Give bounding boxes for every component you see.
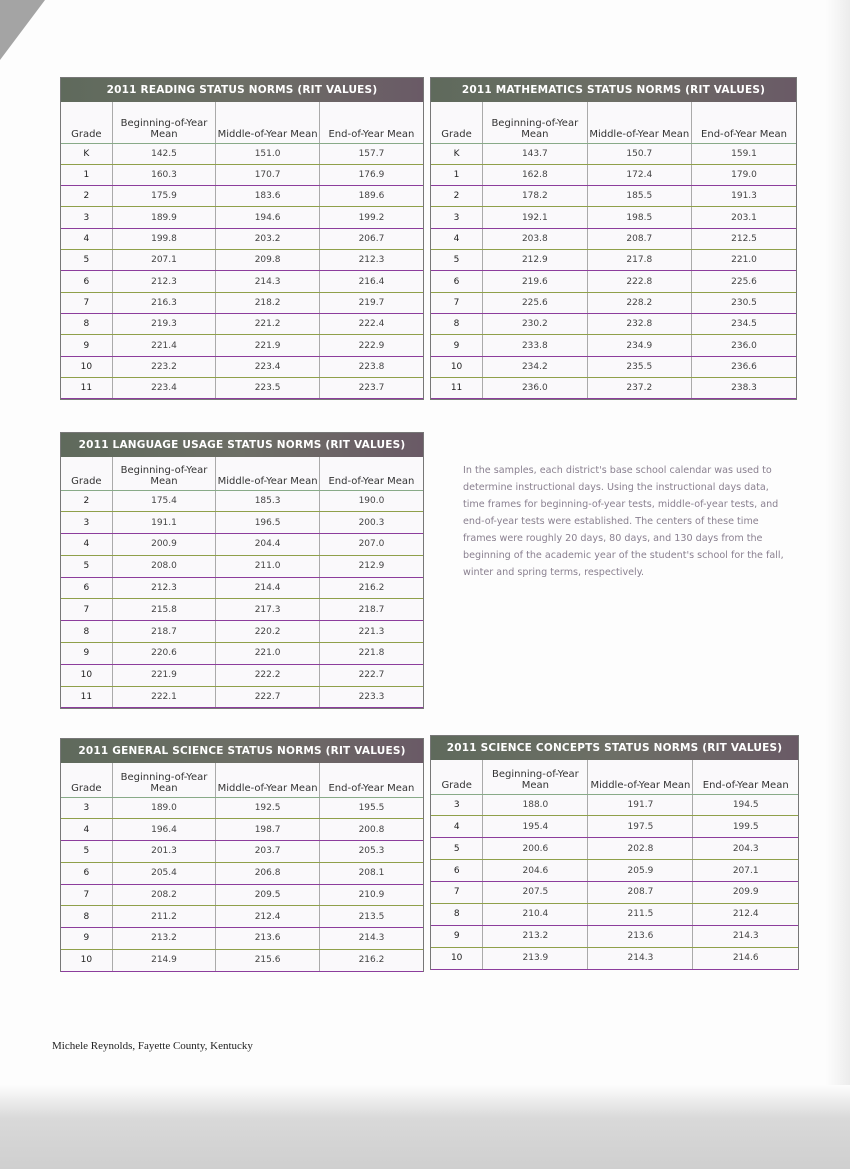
grade-cell: 3 bbox=[431, 207, 483, 228]
mean-cell: 197.5 bbox=[588, 816, 693, 838]
table-row bbox=[61, 143, 423, 164]
table-row bbox=[61, 314, 423, 335]
norms-grid bbox=[61, 102, 423, 399]
mean-cell: 215.6 bbox=[216, 949, 320, 971]
mean-cell: 233.8 bbox=[483, 335, 587, 356]
scan-bottom-shade bbox=[0, 1085, 850, 1169]
mean-cell: 222.2 bbox=[216, 664, 320, 686]
grade-cell: 8 bbox=[61, 906, 112, 928]
table-row bbox=[431, 207, 796, 228]
mean-cell: 223.5 bbox=[216, 378, 320, 399]
mean-cell: 223.2 bbox=[112, 356, 216, 377]
mean-cell: 236.0 bbox=[483, 378, 587, 399]
mean-cell: 189.6 bbox=[319, 186, 423, 207]
mean-cell: 209.8 bbox=[216, 250, 320, 271]
mean-cell: 205.9 bbox=[588, 860, 693, 882]
mean-cell: 214.9 bbox=[112, 949, 216, 971]
grade-cell: 6 bbox=[431, 860, 483, 882]
mean-cell: 194.6 bbox=[216, 207, 320, 228]
table-row bbox=[61, 207, 423, 228]
grade-cell: 1 bbox=[61, 164, 112, 185]
mean-cell: 213.6 bbox=[588, 925, 693, 947]
mean-cell: 207.5 bbox=[483, 882, 588, 904]
norms-grid bbox=[431, 102, 796, 399]
table-row bbox=[61, 928, 423, 950]
mean-cell: 220.6 bbox=[112, 643, 216, 665]
mean-cell: 213.9 bbox=[483, 947, 588, 969]
grade-cell: 8 bbox=[431, 314, 483, 335]
mean-cell: 223.8 bbox=[319, 356, 423, 377]
grade-cell: 3 bbox=[61, 512, 112, 534]
grade-cell: 9 bbox=[61, 643, 112, 665]
table-title: 2011 MATHEMATICS STATUS NORMS (RIT VALUES) bbox=[431, 78, 796, 102]
mean-cell: 176.9 bbox=[319, 164, 423, 185]
mean-cell: 200.9 bbox=[112, 534, 216, 556]
column-header: Middle-of-Year Mean bbox=[587, 102, 691, 143]
table-row bbox=[431, 250, 796, 271]
table-row bbox=[431, 838, 798, 860]
mean-cell: 206.8 bbox=[216, 862, 320, 884]
grade-cell: 4 bbox=[61, 819, 112, 841]
mean-cell: 221.8 bbox=[319, 643, 423, 665]
mean-cell: 157.7 bbox=[319, 143, 423, 164]
grade-cell: 3 bbox=[61, 207, 112, 228]
table-row bbox=[61, 250, 423, 271]
mean-cell: 198.5 bbox=[587, 207, 691, 228]
mean-cell: 212.9 bbox=[319, 555, 423, 577]
table-row bbox=[431, 794, 798, 816]
grade-cell: 4 bbox=[431, 816, 483, 838]
mean-cell: 225.6 bbox=[483, 292, 587, 313]
mean-cell: 225.6 bbox=[692, 271, 796, 292]
grade-cell: 2 bbox=[61, 186, 112, 207]
mean-cell: 198.7 bbox=[216, 819, 320, 841]
table-row bbox=[431, 882, 798, 904]
mean-cell: 196.4 bbox=[112, 819, 216, 841]
table-row bbox=[61, 335, 423, 356]
grade-cell: 5 bbox=[61, 841, 112, 863]
mean-cell: 211.5 bbox=[588, 903, 693, 925]
mean-cell: 192.5 bbox=[216, 797, 320, 819]
mean-cell: 191.7 bbox=[588, 794, 693, 816]
mean-cell: 199.8 bbox=[112, 228, 216, 249]
column-header: End-of-Year Mean bbox=[692, 102, 796, 143]
mean-cell: 208.2 bbox=[112, 884, 216, 906]
mean-cell: 172.4 bbox=[587, 164, 691, 185]
mean-cell: 209.5 bbox=[216, 884, 320, 906]
mean-cell: 216.3 bbox=[112, 292, 216, 313]
mean-cell: 236.0 bbox=[692, 335, 796, 356]
column-header: Middle-of-Year Mean bbox=[216, 102, 320, 143]
mean-cell: 188.0 bbox=[483, 794, 588, 816]
mean-cell: 212.4 bbox=[693, 903, 798, 925]
science-concepts-norms-table bbox=[430, 735, 799, 970]
mean-cell: 213.2 bbox=[112, 928, 216, 950]
grade-cell: 11 bbox=[431, 378, 483, 399]
mean-cell: 215.8 bbox=[112, 599, 216, 621]
table-row bbox=[61, 555, 423, 577]
mean-cell: 207.1 bbox=[112, 250, 216, 271]
mean-cell: 191.3 bbox=[692, 186, 796, 207]
mean-cell: 221.2 bbox=[216, 314, 320, 335]
mean-cell: 205.4 bbox=[112, 862, 216, 884]
table-row bbox=[61, 686, 423, 708]
table-row bbox=[61, 577, 423, 599]
table-row bbox=[61, 490, 423, 512]
table-row bbox=[431, 292, 796, 313]
mean-cell: 191.1 bbox=[112, 512, 216, 534]
mean-cell: 203.7 bbox=[216, 841, 320, 863]
table-row bbox=[431, 816, 798, 838]
mean-cell: 212.3 bbox=[112, 271, 216, 292]
mean-cell: 195.5 bbox=[319, 797, 423, 819]
grade-cell: 11 bbox=[61, 378, 112, 399]
table-row bbox=[61, 841, 423, 863]
mean-cell: 179.0 bbox=[692, 164, 796, 185]
table-row bbox=[61, 292, 423, 313]
mean-cell: 234.9 bbox=[587, 335, 691, 356]
mean-cell: 162.8 bbox=[483, 164, 587, 185]
column-header: End-of-Year Mean bbox=[693, 760, 798, 794]
grade-cell: 10 bbox=[431, 356, 483, 377]
grade-cell: 3 bbox=[431, 794, 483, 816]
table-row bbox=[61, 884, 423, 906]
mean-cell: 221.4 bbox=[112, 335, 216, 356]
mean-cell: 222.7 bbox=[216, 686, 320, 708]
table-row bbox=[61, 356, 423, 377]
table-row bbox=[431, 164, 796, 185]
mean-cell: 213.2 bbox=[483, 925, 588, 947]
mean-cell: 199.5 bbox=[693, 816, 798, 838]
table-row bbox=[431, 378, 796, 399]
mean-cell: 159.1 bbox=[692, 143, 796, 164]
mean-cell: 183.6 bbox=[216, 186, 320, 207]
table-title: 2011 LANGUAGE USAGE STATUS NORMS (RIT VALUES) bbox=[61, 433, 423, 457]
mean-cell: 204.4 bbox=[216, 534, 320, 556]
mean-cell: 221.9 bbox=[112, 664, 216, 686]
mean-cell: 214.3 bbox=[319, 928, 423, 950]
mean-cell: 189.0 bbox=[112, 797, 216, 819]
mean-cell: 220.2 bbox=[216, 621, 320, 643]
mean-cell: 221.0 bbox=[692, 250, 796, 271]
grade-cell: 6 bbox=[61, 577, 112, 599]
mean-cell: 151.0 bbox=[216, 143, 320, 164]
mean-cell: 208.7 bbox=[588, 882, 693, 904]
mean-cell: 221.0 bbox=[216, 643, 320, 665]
grade-cell: 9 bbox=[431, 335, 483, 356]
grade-cell: K bbox=[431, 143, 483, 164]
norms-grid bbox=[61, 763, 423, 972]
grade-cell: 10 bbox=[61, 949, 112, 971]
grade-cell: 10 bbox=[61, 664, 112, 686]
mean-cell: 211.2 bbox=[112, 906, 216, 928]
mean-cell: 203.1 bbox=[692, 207, 796, 228]
mean-cell: 213.6 bbox=[216, 928, 320, 950]
mean-cell: 212.4 bbox=[216, 906, 320, 928]
mean-cell: 208.1 bbox=[319, 862, 423, 884]
mean-cell: 170.7 bbox=[216, 164, 320, 185]
mean-cell: 228.2 bbox=[587, 292, 691, 313]
mean-cell: 208.7 bbox=[587, 228, 691, 249]
mean-cell: 200.6 bbox=[483, 838, 588, 860]
table-row bbox=[431, 356, 796, 377]
mean-cell: 199.2 bbox=[319, 207, 423, 228]
mean-cell: 221.3 bbox=[319, 621, 423, 643]
table-title: 2011 READING STATUS NORMS (RIT VALUES) bbox=[61, 78, 423, 102]
grade-cell: 9 bbox=[431, 925, 483, 947]
mean-cell: 189.9 bbox=[112, 207, 216, 228]
grade-cell: 6 bbox=[61, 271, 112, 292]
mean-cell: 230.2 bbox=[483, 314, 587, 335]
mean-cell: 200.3 bbox=[319, 512, 423, 534]
column-header: End-of-Year Mean bbox=[319, 457, 423, 490]
mean-cell: 217.3 bbox=[216, 599, 320, 621]
table-title: 2011 SCIENCE CONCEPTS STATUS NORMS (RIT VALUES) bbox=[431, 736, 798, 760]
grade-cell: 7 bbox=[61, 292, 112, 313]
mean-cell: 185.5 bbox=[587, 186, 691, 207]
mean-cell: 205.3 bbox=[319, 841, 423, 863]
grade-cell: 7 bbox=[61, 599, 112, 621]
table-row bbox=[431, 314, 796, 335]
grade-cell: 6 bbox=[61, 862, 112, 884]
mean-cell: 200.8 bbox=[319, 819, 423, 841]
mean-cell: 194.5 bbox=[693, 794, 798, 816]
column-header: Grade bbox=[61, 457, 112, 490]
grade-cell: 5 bbox=[431, 250, 483, 271]
mean-cell: 223.4 bbox=[216, 356, 320, 377]
mean-cell: 214.4 bbox=[216, 577, 320, 599]
grade-cell: K bbox=[61, 143, 112, 164]
mean-cell: 175.9 bbox=[112, 186, 216, 207]
mean-cell: 216.2 bbox=[319, 577, 423, 599]
table-row bbox=[61, 949, 423, 971]
grade-cell: 4 bbox=[61, 534, 112, 556]
column-header: End-of-Year Mean bbox=[319, 763, 423, 797]
grade-cell: 7 bbox=[431, 882, 483, 904]
grade-cell: 11 bbox=[61, 686, 112, 708]
mean-cell: 214.3 bbox=[693, 925, 798, 947]
column-header: Grade bbox=[61, 763, 112, 797]
column-header: Grade bbox=[431, 102, 483, 143]
mean-cell: 204.6 bbox=[483, 860, 588, 882]
table-row bbox=[61, 271, 423, 292]
mean-cell: 219.3 bbox=[112, 314, 216, 335]
table-row bbox=[61, 378, 423, 399]
column-header: Beginning-of-Year Mean bbox=[483, 102, 587, 143]
table-row bbox=[431, 228, 796, 249]
mean-cell: 214.3 bbox=[216, 271, 320, 292]
mean-cell: 210.9 bbox=[319, 884, 423, 906]
column-header: End-of-Year Mean bbox=[319, 102, 423, 143]
mean-cell: 196.5 bbox=[216, 512, 320, 534]
table-row bbox=[431, 143, 796, 164]
norms-grid bbox=[431, 760, 798, 970]
language-usage-norms-table bbox=[60, 432, 424, 709]
mean-cell: 212.3 bbox=[319, 250, 423, 271]
mean-cell: 218.2 bbox=[216, 292, 320, 313]
table-row bbox=[61, 186, 423, 207]
mean-cell: 234.2 bbox=[483, 356, 587, 377]
column-header: Middle-of-Year Mean bbox=[216, 763, 320, 797]
mean-cell: 223.4 bbox=[112, 378, 216, 399]
mean-cell: 192.1 bbox=[483, 207, 587, 228]
mean-cell: 195.4 bbox=[483, 816, 588, 838]
mean-cell: 230.5 bbox=[692, 292, 796, 313]
grade-cell: 8 bbox=[61, 314, 112, 335]
table-row bbox=[61, 621, 423, 643]
mean-cell: 150.7 bbox=[587, 143, 691, 164]
mean-cell: 175.4 bbox=[112, 490, 216, 512]
mean-cell: 238.3 bbox=[692, 378, 796, 399]
grade-cell: 9 bbox=[61, 335, 112, 356]
mean-cell: 207.1 bbox=[693, 860, 798, 882]
column-header: Grade bbox=[431, 760, 483, 794]
mean-cell: 223.3 bbox=[319, 686, 423, 708]
mean-cell: 232.8 bbox=[587, 314, 691, 335]
table-row bbox=[431, 925, 798, 947]
grade-cell: 4 bbox=[61, 228, 112, 249]
page-corner-shadow bbox=[0, 0, 45, 60]
table-row bbox=[61, 643, 423, 665]
mean-cell: 222.9 bbox=[319, 335, 423, 356]
mean-cell: 222.1 bbox=[112, 686, 216, 708]
mean-cell: 217.8 bbox=[587, 250, 691, 271]
mean-cell: 214.3 bbox=[588, 947, 693, 969]
mean-cell: 201.3 bbox=[112, 841, 216, 863]
grade-cell: 8 bbox=[431, 903, 483, 925]
grade-cell: 5 bbox=[431, 838, 483, 860]
mean-cell: 222.7 bbox=[319, 664, 423, 686]
grade-cell: 6 bbox=[431, 271, 483, 292]
mathematics-norms-table bbox=[430, 77, 797, 400]
mean-cell: 219.6 bbox=[483, 271, 587, 292]
column-header: Grade bbox=[61, 102, 112, 143]
column-header: Beginning-of-Year Mean bbox=[483, 760, 588, 794]
methodology-note: In the samples, each district's base school calendar was used to determine instructional days. Using the instructional days data, time frames for beginning-of-year tests, middle-of-year tests, and end-of-year tests were established. The centers of these time frames were roughly 20 days, 80 days, and 130 days from the beginning of the academic year of the student's school for the fall, winter and spring terms, respectively. bbox=[463, 465, 784, 578]
table-row bbox=[61, 599, 423, 621]
mean-cell: 210.4 bbox=[483, 903, 588, 925]
grade-cell: 5 bbox=[61, 250, 112, 271]
mean-cell: 234.5 bbox=[692, 314, 796, 335]
mean-cell: 213.5 bbox=[319, 906, 423, 928]
mean-cell: 203.2 bbox=[216, 228, 320, 249]
mean-cell: 236.6 bbox=[692, 356, 796, 377]
mean-cell: 216.4 bbox=[319, 271, 423, 292]
column-header: Beginning-of-Year Mean bbox=[112, 457, 216, 490]
mean-cell: 218.7 bbox=[112, 621, 216, 643]
norms-grid bbox=[61, 457, 423, 708]
table-row bbox=[431, 903, 798, 925]
mean-cell: 207.0 bbox=[319, 534, 423, 556]
mean-cell: 202.8 bbox=[588, 838, 693, 860]
mean-cell: 142.5 bbox=[112, 143, 216, 164]
mean-cell: 143.7 bbox=[483, 143, 587, 164]
mean-cell: 235.5 bbox=[587, 356, 691, 377]
table-row bbox=[61, 819, 423, 841]
mean-cell: 222.4 bbox=[319, 314, 423, 335]
mean-cell: 219.7 bbox=[319, 292, 423, 313]
grade-cell: 8 bbox=[61, 621, 112, 643]
grade-cell: 7 bbox=[431, 292, 483, 313]
table-row bbox=[61, 512, 423, 534]
grade-cell: 9 bbox=[61, 928, 112, 950]
table-row bbox=[61, 664, 423, 686]
grade-cell: 2 bbox=[61, 490, 112, 512]
mean-cell: 216.2 bbox=[319, 949, 423, 971]
table-row bbox=[61, 534, 423, 556]
mean-cell: 206.7 bbox=[319, 228, 423, 249]
column-header: Beginning-of-Year Mean bbox=[112, 102, 216, 143]
mean-cell: 190.0 bbox=[319, 490, 423, 512]
grade-cell: 10 bbox=[431, 947, 483, 969]
table-row bbox=[61, 797, 423, 819]
mean-cell: 209.9 bbox=[693, 882, 798, 904]
table-row bbox=[431, 860, 798, 882]
mean-cell: 212.3 bbox=[112, 577, 216, 599]
mean-cell: 237.2 bbox=[587, 378, 691, 399]
author-credit: Michele Reynolds, Fayette County, Kentucky bbox=[52, 1040, 253, 1052]
table-row bbox=[61, 228, 423, 249]
scan-edge bbox=[826, 0, 850, 1169]
mean-cell: 221.9 bbox=[216, 335, 320, 356]
general-science-norms-table bbox=[60, 738, 424, 972]
grade-cell: 2 bbox=[431, 186, 483, 207]
table-row bbox=[431, 271, 796, 292]
mean-cell: 178.2 bbox=[483, 186, 587, 207]
grade-cell: 7 bbox=[61, 884, 112, 906]
table-row bbox=[431, 335, 796, 356]
table-title: 2011 GENERAL SCIENCE STATUS NORMS (RIT VALUES) bbox=[61, 739, 423, 763]
column-header: Middle-of-Year Mean bbox=[216, 457, 320, 490]
mean-cell: 222.8 bbox=[587, 271, 691, 292]
table-row bbox=[431, 947, 798, 969]
mean-cell: 208.0 bbox=[112, 555, 216, 577]
mean-cell: 218.7 bbox=[319, 599, 423, 621]
table-row bbox=[61, 906, 423, 928]
grade-cell: 3 bbox=[61, 797, 112, 819]
mean-cell: 160.3 bbox=[112, 164, 216, 185]
mean-cell: 212.5 bbox=[692, 228, 796, 249]
mean-cell: 185.3 bbox=[216, 490, 320, 512]
table-row bbox=[61, 164, 423, 185]
reading-norms-table bbox=[60, 77, 424, 400]
grade-cell: 10 bbox=[61, 356, 112, 377]
mean-cell: 203.8 bbox=[483, 228, 587, 249]
column-header: Middle-of-Year Mean bbox=[588, 760, 693, 794]
grade-cell: 1 bbox=[431, 164, 483, 185]
grade-cell: 4 bbox=[431, 228, 483, 249]
mean-cell: 204.3 bbox=[693, 838, 798, 860]
mean-cell: 214.6 bbox=[693, 947, 798, 969]
mean-cell: 223.7 bbox=[319, 378, 423, 399]
mean-cell: 211.0 bbox=[216, 555, 320, 577]
column-header: Beginning-of-Year Mean bbox=[112, 763, 216, 797]
table-row bbox=[431, 186, 796, 207]
grade-cell: 5 bbox=[61, 555, 112, 577]
table-row bbox=[61, 862, 423, 884]
mean-cell: 212.9 bbox=[483, 250, 587, 271]
